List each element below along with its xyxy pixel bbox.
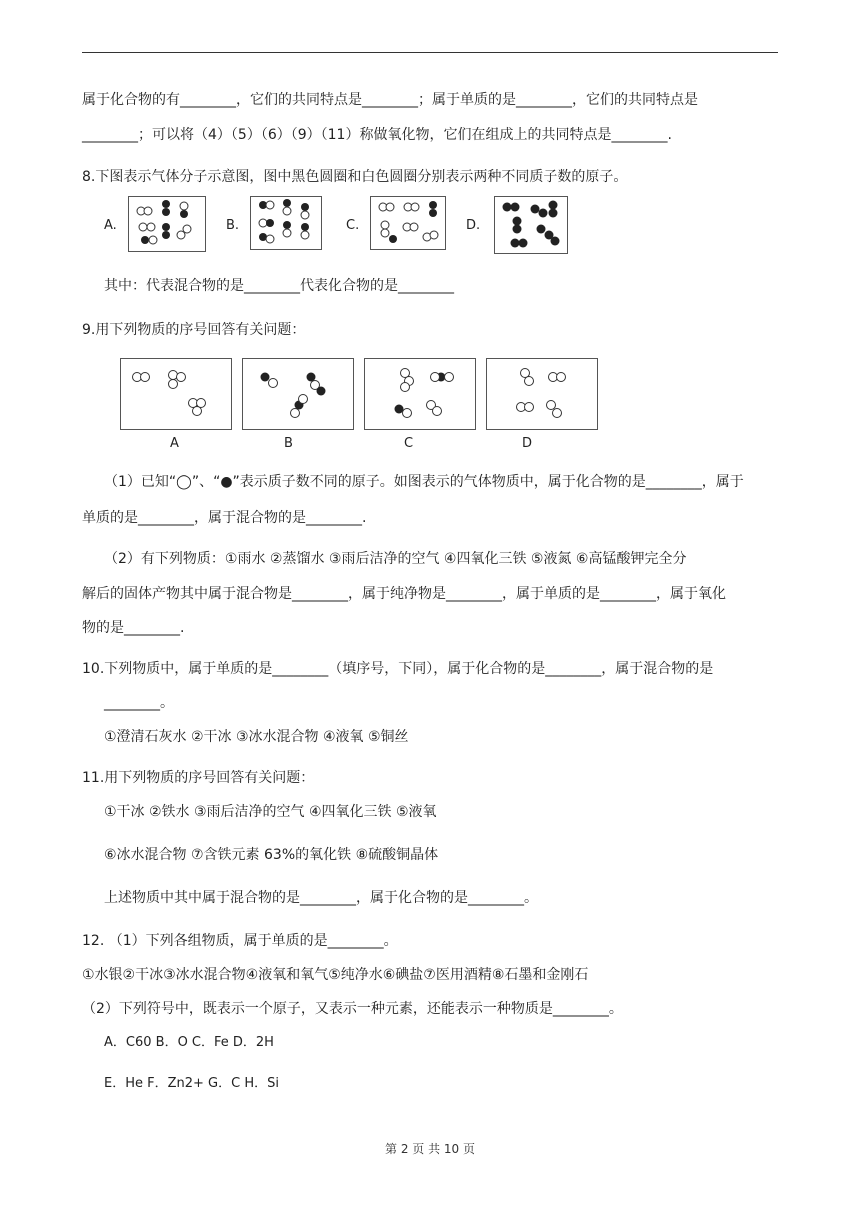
q9-part2-line2: 解后的固体产物其中属于混合物是________，属于纯净物是________，属于单质的是________，属于氧化 (82, 586, 726, 602)
q9-stem: 9.用下列物质的序号回答有关问题： (82, 322, 306, 338)
q10-line2: ________。 (104, 695, 174, 711)
page-footer: 第 2 页 共 10 页 (385, 1142, 475, 1156)
q12-part2: （2）下列符号中，既表示一个原子，又表示一种元素，还能表示一种物质是________。 (82, 1001, 623, 1017)
q9-part1-line2: 单质的是________，属于混合物的是________. (82, 510, 367, 526)
q10-line1: 10.下列物质中，属于单质的是________（填序号，下同），属于化合物的是________，属于混合物的是 (82, 661, 714, 677)
q12-part2-options-line2: E．He F．Zn2+ G．C H．Si (104, 1076, 279, 1091)
q11-options-line1: ①干冰 ②铁水 ③雨后洁净的空气 ④四氧化三铁 ⑤液氧 (104, 804, 437, 820)
q8-option-c-label: C. (346, 218, 360, 233)
q8-figure-d (494, 196, 568, 254)
q9-label-d: D (522, 436, 533, 451)
q9-figure-c (364, 358, 476, 430)
q9-figure-b (242, 358, 354, 430)
q7-line1: 属于化合物的有________，它们的共同特点是________；属于单质的是________，它们的共同特点是 (82, 92, 698, 108)
q8-answer: 其中：代表混合物的是________代表化合物的是________ (104, 278, 454, 294)
q8-option-d-label: D. (466, 218, 481, 233)
q8-stem: 8.下图表示气体分子示意图，图中黑色圆圈和白色圆圈分别表示两种不同质子数的原子。 (82, 169, 628, 185)
q9-label-c: C (404, 436, 414, 451)
q8-option-b-label: B. (226, 218, 240, 233)
q9-part2-line1: （2）有下列物质：①雨水 ②蒸馏水 ③雨后洁净的空气 ④四氧化三铁 ⑤液氮 ⑥高锰酸钾完全分 (104, 551, 687, 567)
header-rule (82, 52, 778, 53)
q8-figure-c (370, 196, 446, 250)
q9-label-b: B (284, 436, 293, 451)
q9-part1-line1: （1）已知“◯”、“●”表示质子数不同的原子。如图表示的气体物质中，属于化合物的是________，属于 (104, 474, 744, 490)
q8-figure-b (250, 196, 322, 250)
q12-part2-options-line1: A．C60 B．O C．Fe D．2H (104, 1035, 274, 1050)
q12-part1: 12. （1）下列各组物质，属于单质的是________。 (82, 933, 398, 949)
q12-part1-options: ①水银②干冰③冰水混合物④液氧和氧气⑤纯净水⑥碘盐⑦医用酒精⑧石墨和金刚石 (82, 967, 589, 983)
q7-line2: ________；可以将（4）（5）（6）（9）（11）称做氧化物，它们在组成上的共同特点是________. (82, 127, 672, 143)
q9-figure-d (486, 358, 598, 430)
q10-options: ①澄清石灰水 ②干冰 ③冰水混合物 ④液氧 ⑤铜丝 (104, 729, 409, 745)
q8-figure-a (128, 196, 206, 252)
q9-figure-a (120, 358, 232, 430)
q11-options-line2: ⑥冰水混合物 ⑦含铁元素 63%的氧化铁 ⑧硫酸铜晶体 (104, 847, 439, 863)
q9-label-a: A (170, 436, 179, 451)
q11-answer: 上述物质中其中属于混合物的是________，属于化合物的是________。 (104, 890, 538, 906)
q9-part2-line3: 物的是________. (82, 620, 185, 636)
q11-stem: 11.用下列物质的序号回答有关问题： (82, 770, 315, 786)
q8-option-a-label: A. (104, 218, 117, 233)
